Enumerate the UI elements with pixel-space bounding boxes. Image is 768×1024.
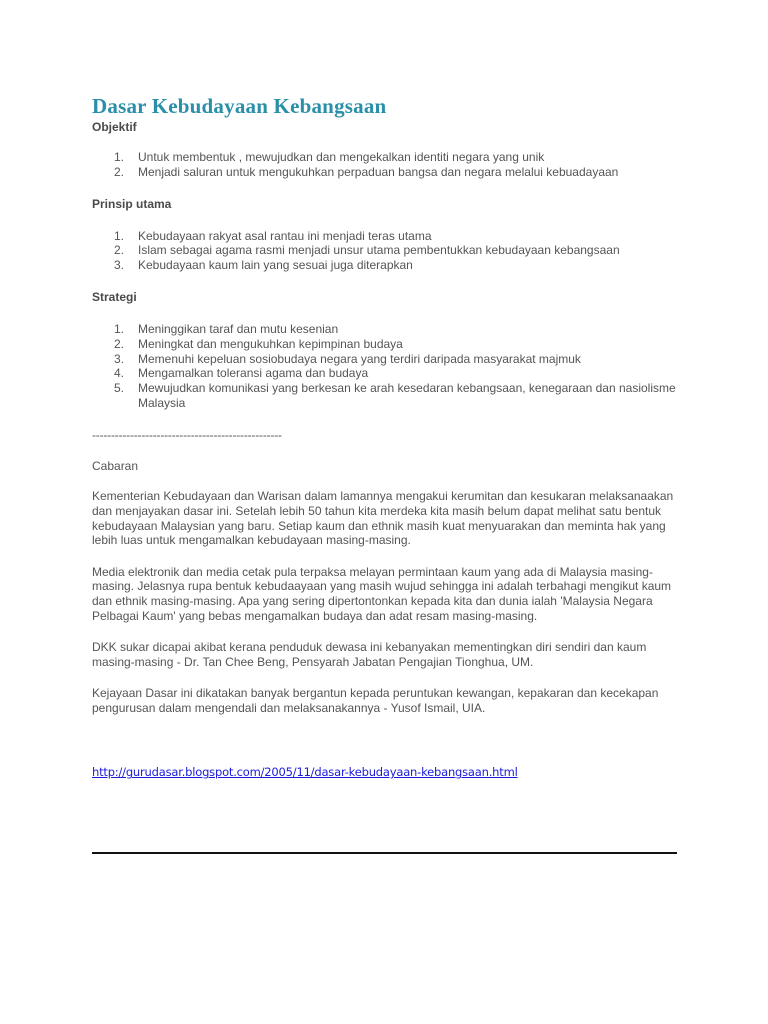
- list-item: 1. Meninggikan taraf dan mutu kesenian: [114, 321, 339, 336]
- prinsip-list: [92, 229, 682, 273]
- list-item: 4. Mengamalkan toleransi agama dan budaya: [114, 366, 369, 381]
- strategi-list: [92, 322, 682, 411]
- list-item: 2. Meningkat dan mengukuhkan kepimpinan budaya: [114, 336, 403, 351]
- page-title: Dasar Kebudayaan Kebangsaan: [92, 94, 387, 118]
- source-link[interactable]: http://gurudasar.blogspot.com/2005/11/dasar-kebudayaan-kebangsaan.html: [92, 765, 518, 780]
- horizontal-rule: [92, 852, 677, 854]
- cabaran-heading: Cabaran: [92, 458, 139, 473]
- cabaran-paragraph-3: DKK sukar dicapai akibat kerana penduduk dewasa ini kebanyakan mementingkan diri sendiri dan kaum masing-masing - Dr. Tan Chee Beng, Pensyarah Jabatan Pengajian Tionghua, UM.: [92, 640, 647, 669]
- prinsip-heading: Prinsip utama: [92, 196, 172, 211]
- objektif-list: [92, 150, 682, 180]
- list-item: 2. Islam sebagai agama rasmi menjadi unsur utama pembentukkan kebudayaan kebangsaan: [114, 243, 620, 258]
- document-body: [92, 92, 682, 781]
- list-item: 1. Kebudayaan rakyat asal rantau ini menjadi teras utama: [114, 228, 432, 243]
- cabaran-paragraph-1: Kementerian Kebudayaan dan Warisan dalam lamannya mengakui kerumitan dan kesukaran melaksanaakan dan menjayakan dasar ini. Setelah lebih 50 tahun kita merdeka kita masih belum dapat melihat satu bentuk kebudayaan Malaysian yang baru. Setiap kaum dan ethnik masih kuat menyuarakan dan meminta hak yang lebih luas untuk mengamalkan kebudayaan masing-masing.: [92, 489, 674, 548]
- list-item: 5. Mewujudkan komunikasi yang berkesan ke arah kesedaran kebangsaan, kenegaraan dan nasiolisme Malaysia: [114, 381, 676, 410]
- list-item: 1. Untuk membentuk , mewujudkan dan mengekalkan identiti negara yang unik: [114, 150, 545, 164]
- list-item: 3. Memenuhi kepeluan sosiobudaya negara yang terdiri daripada masyarakat majmuk: [114, 351, 581, 366]
- strategi-heading: Strategi: [92, 289, 137, 304]
- objektif-heading: Objektif: [92, 120, 137, 134]
- dashed-divider: --------------------------------------------------: [92, 427, 282, 442]
- cabaran-paragraph-4: Kejayaan Dasar ini dikatakan banyak bergantun kepada peruntukan kewangan, kepakaran dan kecekapan pengurusan dalam mengendali dan melaksanakannya - Yusof Ismail, UIA.: [92, 686, 659, 715]
- list-item: 2. Menjadi saluran untuk mengukuhkan perpaduan bangsa dan negara melalui kebuadayaan: [114, 164, 619, 179]
- list-item: 3. Kebudayaan kaum lain yang sesuai juga diterapkan: [114, 258, 413, 273]
- cabaran-paragraph-2: Media elektronik dan media cetak pula terpaksa melayan permintaan kaum yang ada di Malaysia masing-masing. Jelasnya rupa bentuk kebudaayaan yang masih wujud sehingga ini adalah terbahagi mengikut kaum dan ethnik masing-masing. Apa yang sering dipertontonkan kepada kita dan dunia ialah 'Malaysia Negara Pelbagai Kaum' yang bebas mengamalkan budaya dan adat resam masing-masing.: [92, 564, 672, 623]
